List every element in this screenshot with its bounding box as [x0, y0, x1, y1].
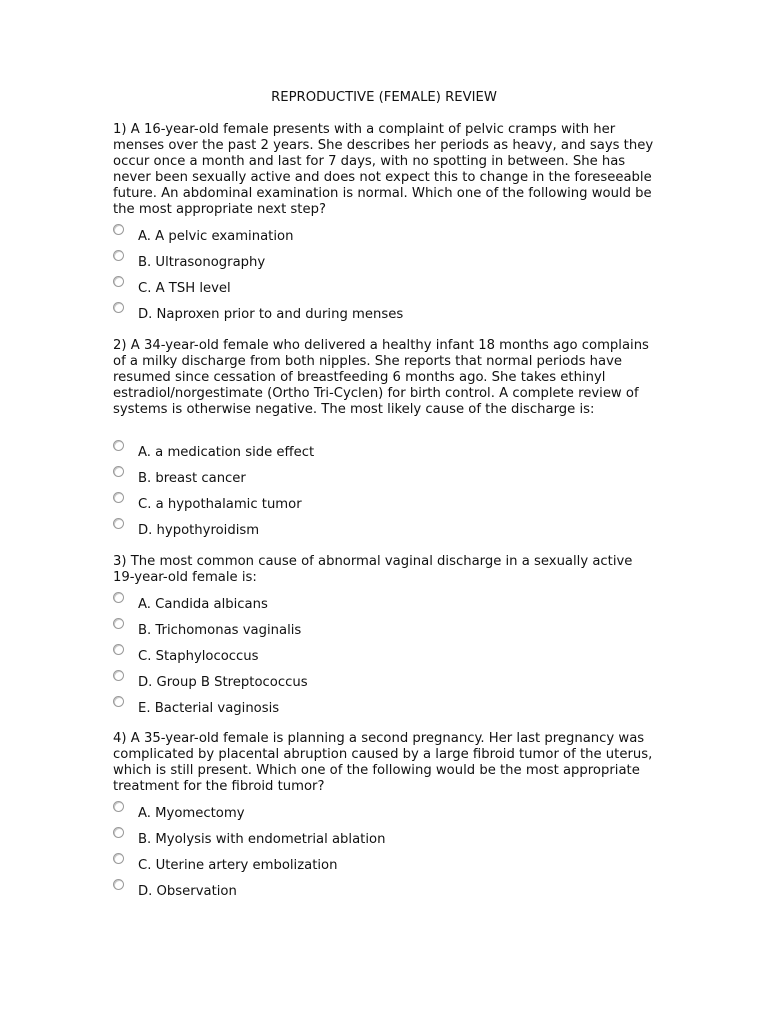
radio-button[interactable]	[113, 853, 124, 864]
option-label: C. a hypothalamic tumor	[138, 497, 302, 512]
option-label: A. A pelvic examination	[138, 229, 294, 244]
option-row[interactable]	[113, 884, 673, 910]
option-row[interactable]	[113, 307, 673, 333]
radio-button[interactable]	[113, 466, 124, 477]
radio-button[interactable]	[113, 670, 124, 681]
option-row[interactable]	[113, 623, 673, 649]
radio-button[interactable]	[113, 644, 124, 655]
option-label: C. Uterine artery embolization	[138, 858, 338, 873]
option-row[interactable]	[113, 806, 673, 832]
option-row[interactable]	[113, 497, 673, 523]
option-label: E. Bacterial vaginosis	[138, 701, 280, 716]
option-label: B. Myolysis with endometrial ablation	[138, 832, 386, 847]
option-label: A. Candida albicans	[138, 597, 268, 612]
option-label: C. A TSH level	[138, 281, 231, 296]
option-row[interactable]	[113, 445, 673, 471]
option-row[interactable]	[113, 523, 673, 549]
option-label: C. Staphylococcus	[138, 649, 259, 664]
option-label: B. Ultrasonography	[138, 255, 266, 270]
option-row[interactable]	[113, 471, 673, 497]
question-4-options	[113, 806, 673, 910]
option-row[interactable]	[113, 675, 673, 701]
question-4-text: 4) A 35-year-old female is planning a second pregnancy. Her last pregnancy was complicated by placental abruption caused by a large fibroid tumor of the uterus, which is still present. Which one of the following would be the most appropriate treatment for the fibroid tumor?	[113, 731, 653, 794]
radio-button[interactable]	[113, 801, 124, 812]
option-label: A. a medication side effect	[138, 445, 315, 460]
radio-button[interactable]	[113, 518, 124, 529]
radio-button[interactable]	[113, 592, 124, 603]
radio-button[interactable]	[113, 492, 124, 503]
option-label: D. Naproxen prior to and during menses	[138, 307, 404, 322]
radio-button[interactable]	[113, 224, 124, 235]
option-label: B. Trichomonas vaginalis	[138, 623, 302, 638]
radio-button[interactable]	[113, 827, 124, 838]
option-row[interactable]	[113, 597, 673, 623]
question-1-options	[113, 229, 673, 333]
radio-button[interactable]	[113, 618, 124, 629]
option-row[interactable]	[113, 858, 673, 884]
option-label: A. Myomectomy	[138, 806, 245, 821]
option-label: B. breast cancer	[138, 471, 246, 486]
radio-button[interactable]	[113, 879, 124, 890]
radio-button[interactable]	[113, 302, 124, 313]
option-row[interactable]	[113, 229, 673, 255]
question-3-text: 3) The most common cause of abnormal vaginal discharge in a sexually active 19-year-old female is:	[113, 554, 633, 585]
radio-button[interactable]	[113, 696, 124, 707]
option-row[interactable]	[113, 832, 673, 858]
page-title: REPRODUCTIVE (FEMALE) REVIEW	[271, 90, 497, 105]
radio-button[interactable]	[113, 440, 124, 451]
option-label: D. Group B Streptococcus	[138, 675, 308, 690]
option-row[interactable]	[113, 281, 673, 307]
option-row[interactable]	[113, 701, 673, 727]
question-1-text: 1) A 16-year-old female presents with a complaint of pelvic cramps with her menses over the past 2 years. She describes her periods as heavy, and says they occur once a month and last for 7 days, with no spotting in between. She has never been sexually active and does not expect this to change in the foreseeable future. An abdominal examination is normal. Which one of the following would be the most appropriate next step?	[113, 122, 654, 217]
option-row[interactable]	[113, 255, 673, 281]
question-3-options	[113, 597, 673, 727]
radio-button[interactable]	[113, 250, 124, 261]
option-label: D. Observation	[138, 884, 237, 899]
question-2-options	[113, 445, 673, 549]
radio-button[interactable]	[113, 276, 124, 287]
option-label: D. hypothyroidism	[138, 523, 260, 538]
option-row[interactable]	[113, 649, 673, 675]
question-2-text: 2) A 34-year-old female who delivered a healthy infant 18 months ago complains of a milky discharge from both nipples. She reports that normal periods have resumed since cessation of breastfeeding 6 months ago. She takes ethinyl estradiol/norgestimate (Ortho Tri-Cyclen) for birth control. A complete review of systems is otherwise negative. The most likely cause of the discharge is:	[113, 338, 649, 417]
